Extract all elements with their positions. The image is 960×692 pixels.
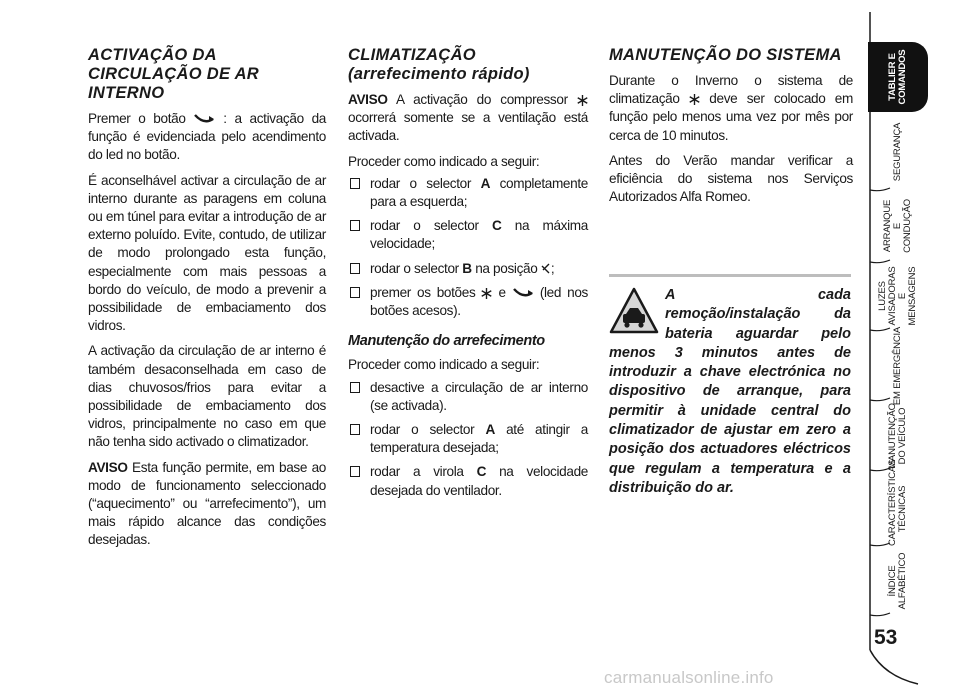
snowflake-icon	[689, 94, 700, 105]
column-system-maintenance	[609, 46, 853, 206]
list-item	[348, 463, 588, 499]
text-fragment: rodar a virola	[370, 464, 464, 480]
paragraph-not-recommended: A activação da circulação de ar interno é também desaconselhada em caso de dias chuvosos/frios para evitar a possibilidade de embaciamento dos vidros, principalmente no caso em que não tenha sido activado o climatizador.	[88, 343, 326, 450]
recirculation-icon	[512, 287, 534, 299]
checkbox-bullet	[350, 287, 360, 298]
text-fragment: Premer o botão	[88, 111, 186, 126]
checkbox-bullet	[350, 178, 360, 189]
selector-letter: A	[485, 422, 495, 438]
text-fragment: na máxima velocidade;	[370, 218, 588, 252]
text-fragment: na posição	[475, 260, 538, 276]
aviso-label: AVISO	[88, 459, 128, 475]
windscreen-demist-icon	[541, 263, 551, 275]
text-fragment: Esta função permite, em base ao modo de funcionamento seleccionado (“aquecimento” ou “arrefecimento”), um mais rápido alcance das condições desejadas.	[88, 459, 326, 548]
watermark: carmanualsonline.info	[604, 668, 774, 687]
tab-tablier-comandos[interactable]	[868, 42, 928, 112]
text-fragment: (led nos botões acesos).	[370, 284, 589, 319]
text-fragment: deve ser colocado em função pelo menos uma vez por mês por cerca de 10 minutos.	[609, 91, 853, 143]
snowflake-icon	[577, 95, 588, 106]
column-recirculation	[88, 46, 326, 550]
text-fragment: completamente para a esquerda;	[370, 175, 588, 210]
column-climatization	[348, 46, 588, 506]
list-item	[348, 421, 588, 457]
paragraph-winter	[609, 72, 853, 145]
tab-label: TABLIER E COMANDOS	[887, 49, 908, 105]
selector-letter: A	[480, 175, 491, 191]
tab-label: SEGURANÇA	[891, 122, 903, 182]
paragraph-recirc-button	[88, 110, 326, 165]
text-fragment: na velocidade desejada do ventilador.	[370, 464, 589, 498]
tab-seguranca[interactable]	[868, 116, 928, 188]
checkbox-bullet	[350, 382, 360, 393]
text-fragment: e	[498, 284, 506, 300]
checkbox-bullet	[350, 424, 360, 435]
text-fragment: Durante o Inverno o sistema de climatização	[609, 73, 853, 107]
heading-system-maintenance: MANUTENÇÃO DO SISTEMA	[609, 46, 842, 64]
selector-letter: C	[476, 464, 487, 480]
text-fragment: rodar o selector	[370, 260, 459, 276]
selector-letter: B	[462, 260, 472, 276]
list-item	[348, 379, 588, 415]
checkbox-bullet	[350, 220, 360, 231]
text-fragment: A activação do compressor	[396, 92, 568, 107]
text-fragment: rodar o selector	[370, 218, 479, 234]
tab-caracteristicas-tecnicas[interactable]	[868, 459, 928, 546]
tab-label: LUZES AVISADORAS E MENSAGENS	[877, 266, 918, 326]
chapter-sidebar	[868, 0, 960, 692]
tab-manutencao-veiculo[interactable]	[868, 402, 928, 470]
selector-letter: C	[491, 218, 502, 234]
text-fragment: até atingir a temperatura desejada;	[370, 422, 588, 456]
paragraph-advice: É aconselhável activar a circulação de ar interno durante as paragens em coluna ou em túnel para evitar a introdução de ar externo poluído. Evite, contudo, de utilizar de modo prolongado esta função, especialmente com mais pessoas a bordo do veículo, de modo a prevenir a possibilidade de embaciamento dos vidros.	[88, 172, 326, 334]
warning-triangle-icon	[609, 286, 659, 338]
text-fragment: rodar o selector	[370, 422, 475, 438]
paragraph-proceder: Proceder como indicado a seguir:	[348, 357, 540, 373]
aviso-label: AVISO	[348, 92, 388, 107]
list-item	[348, 217, 588, 253]
list-item	[348, 175, 588, 211]
page-number: 53	[874, 626, 898, 649]
tab-luzes-avisadoras[interactable]	[868, 263, 928, 329]
recirculation-icon	[193, 113, 215, 125]
tab-label: ARRANQUE E CONDUÇÃO	[882, 199, 913, 253]
tab-arranque-conducao[interactable]	[868, 192, 928, 260]
divider	[609, 274, 851, 277]
paragraph-proceder: Proceder como indicado a seguir:	[348, 153, 540, 169]
subheading-maintenance-cooling: Manutenção do arrefecimento	[348, 333, 545, 350]
list-item	[348, 260, 588, 278]
tab-label: EM EMERGÊNCIA	[892, 326, 904, 406]
tab-label: MANUTENÇÃO DO VEÍCULO	[887, 403, 908, 469]
warning-text-block	[609, 286, 851, 498]
text-fragment: ocorrerá somente se a ventilação está activada.	[348, 110, 588, 144]
checkbox-bullet	[350, 263, 360, 274]
text-fragment: desactive a circulação de ar interno (se activada).	[370, 379, 588, 413]
heading-climatization: CLIMATIZAÇÃO (arrefecimento rápido)	[348, 46, 530, 83]
snowflake-icon	[481, 288, 492, 299]
paragraph-summer: Antes do Verão mandar verificar a eficiência do sistema nos Serviços Autorizados Alfa Romeo.	[609, 152, 853, 205]
text-fragment: ;	[550, 260, 555, 276]
list-item	[348, 284, 588, 320]
paragraph-aviso	[88, 459, 326, 550]
warning-text: A cada remoção/instalação da bateria aguardar pelo menos 3 minutos antes de introduzir a chave electrónica no dispositivo de arranque, para permitir à unidade central do climatizador de ajustar em zero a posição dos actuadores eléctricos que regulam a temperatura e a distribuição do ar.	[609, 287, 851, 496]
text-fragment: premer os botões	[370, 284, 476, 300]
checkbox-bullet	[350, 466, 360, 477]
warning-block	[609, 274, 851, 498]
paragraph-aviso-compressor	[348, 91, 588, 146]
tab-label: CARACTERÍSTICAS TÉCNICAS	[887, 459, 908, 546]
tab-label: ÍNDICE ALFABÉTICO	[887, 552, 908, 610]
text-fragment: : a activação da função é evidenciada pelo acendimento do led no botão.	[88, 111, 327, 163]
heading-recirculation: ACTIVAÇÃO DA CIRCULAÇÃO DE AR INTERNO	[88, 46, 260, 102]
steps-list	[348, 175, 588, 320]
steps-list	[348, 379, 588, 500]
text-fragment: rodar o selector	[370, 175, 472, 191]
tab-em-emergencia[interactable]	[868, 326, 928, 406]
tab-indice-alfabetico[interactable]	[868, 548, 928, 614]
